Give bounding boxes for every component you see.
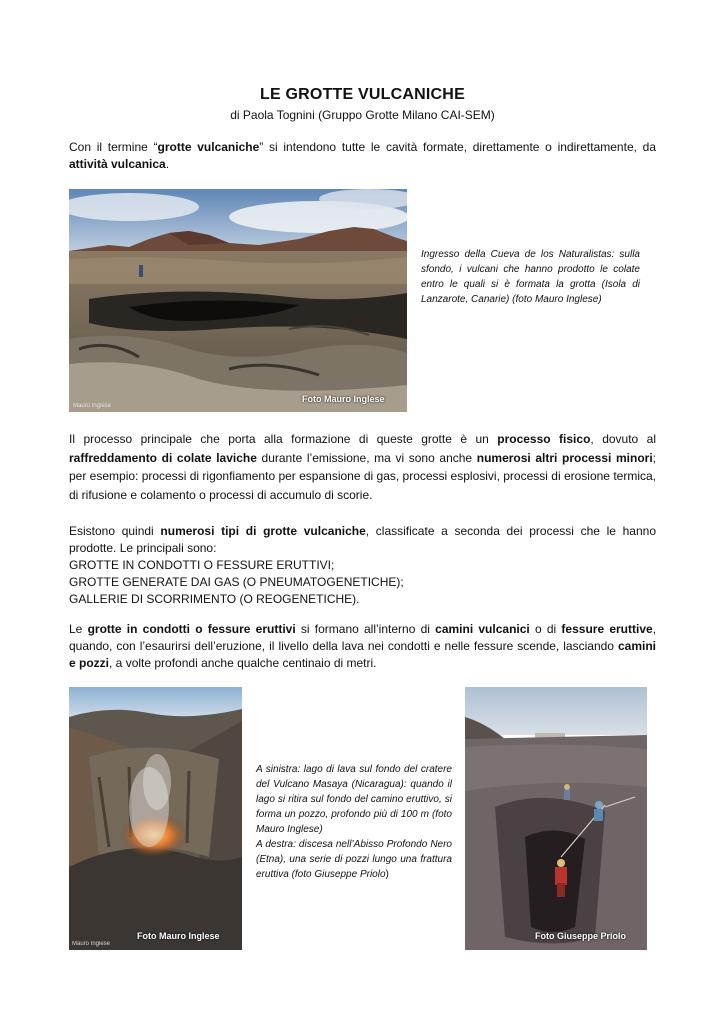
term-processo-fisico: processo fisico [497, 432, 591, 446]
page-subtitle: di Paola Tognini (Gruppo Grotte Milano CAI-SEM) [230, 108, 495, 122]
crater-image [69, 687, 242, 950]
intro-paragraph: Con il termine “grotte vulcaniche” si intendono tutte le cavità formate, direttamente o indirettamente, da attività vulcanica. [69, 140, 657, 171]
term-processi-minori: numerosi altri processi minori [476, 450, 653, 465]
page-title: LE GROTTE VULCANICHE [260, 86, 465, 103]
term-camini-pozzi: camini e pozzi [69, 639, 656, 670]
photo-watermark: Mauro Inglese [73, 403, 112, 409]
photo-watermark: Mauro Inglese [72, 941, 111, 947]
list-item: GROTTE IN CONDOTTI O FESSURE ERUTTIVI; [69, 558, 335, 572]
photo-cueva-naturalistas [69, 189, 407, 412]
types-paragraph: Esistono quindi numerosi tipi di grotte vulcaniche, classificate a seconda dei processi che le hanno prodotte. Le principali sono: GROTTE IN CONDOTTI O FESSURE ERUTTIVI; GROTTE GENERATE DAI GAS (O PNEUMATOGENETICHE); GALLERIE DI SCORRIMENTO (O REOGENETICHE). [69, 524, 656, 606]
term-tipi-grotte: numerosi tipi di grotte vulcaniche [160, 524, 366, 538]
etna-pit-image [465, 687, 647, 950]
eruptive-paragraph: Le grotte in condotti o fessure eruttivi si formano all’interno di camini vulcanici o di fessure eruttive, quando, con l’esaurirsi dell’eruzione, il livello della lava nei condotti e nelle fessure scende, lasciando camini e pozzi, a volte profondi anche qualche centinaio di metri. [69, 622, 657, 670]
list-item: GALLERIE DI SCORRIMENTO (O REOGENETICHE). [69, 592, 360, 606]
term-fessure-eruttive: fessure eruttive [561, 622, 653, 636]
term-camini-vulcanici: camini vulcanici [435, 622, 530, 636]
photo-masaya-crater [69, 687, 242, 950]
list-item: GROTTE GENERATE DAI GAS (O PNEUMATOGENETICHE); [69, 575, 404, 589]
term-grotte-vulcaniche: grotte vulcaniche [157, 140, 260, 154]
photo-abisso-profondo-nero [465, 687, 647, 950]
term-attivita-vulcanica: attività vulcanica [69, 157, 166, 171]
photo-credit: Foto Giuseppe Priolo [535, 931, 627, 941]
photos-caption: A sinistra: lago di lava sul fondo del cratere del Vulcano Masaya (Nicaragua): quando il lago si ritira sul fondo del camino eruttivo, si forma un pozzo, profondo più di 100 m (foto Mauro Inglese) A destra: discesa nell’Abisso Profondo Nero (Etna), una serie di pozzi lungo una frattura eruttiva (foto Giuseppe Priolo) [256, 764, 452, 880]
photo-credit: Foto Mauro Inglese [137, 931, 220, 941]
lava-field-image [69, 189, 407, 412]
term-raffreddamento: raffreddamento di colate laviche [69, 450, 257, 465]
photo-caption: Ingresso della Cueva de los Naturalistas: sulla sfondo, i vulcani che hanno prodotto le colate entro le quali si è formata la grotta (Isola di Lanzarote, Canarie) (foto Mauro Inglese) [421, 249, 640, 305]
term-condotti-fessure: grotte in condotti o fessure eruttivi [87, 622, 296, 636]
photo-credit: Foto Mauro Inglese [302, 394, 385, 404]
process-paragraph: Il processo principale che porta alla formazione di queste grotte è un processo fisico, dovuto al raffreddamento di colate laviche durante l’emissione, ma vi sono anche numerosi altri processi minori; per esempio: processi di rigonfiamento per espansione di gas, processi esplosivi, processi di erosione termica, di rifusione e colamento o processi di accumulo di scorie. [69, 432, 657, 502]
